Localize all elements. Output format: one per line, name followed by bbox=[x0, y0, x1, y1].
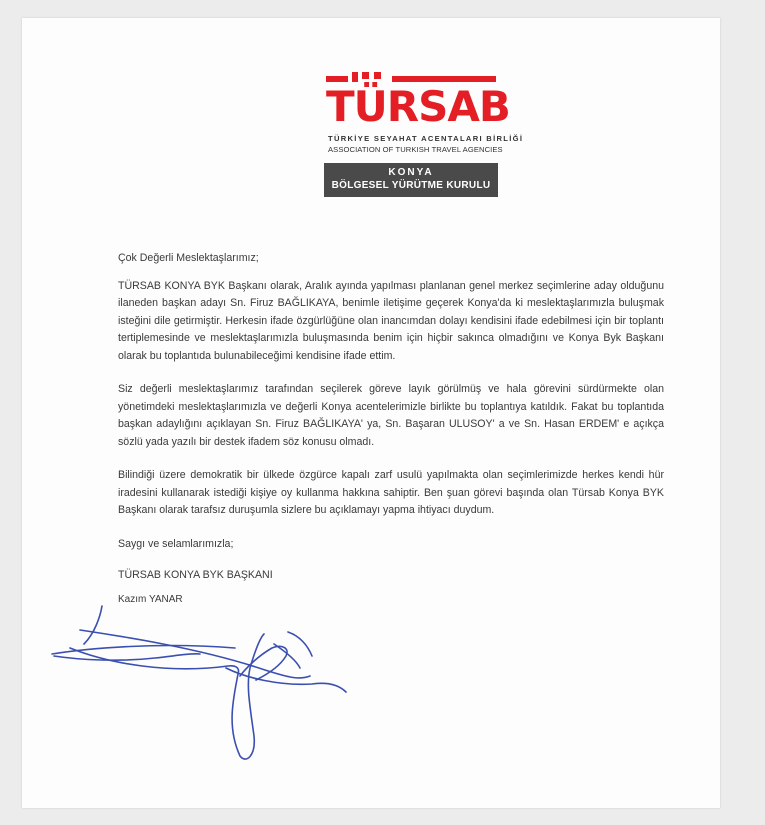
closing: Saygı ve selamlarımızla; bbox=[118, 537, 234, 550]
tursab-logo bbox=[322, 70, 524, 200]
paragraph-1: TÜRSAB KONYA BYK Başkanı olarak, Aralık ayında yapılması planlanan genel merkez seçimlerine aday olduğunu ilaneden başkan adayı Sn. Firuz BAĞLIKAYA, benimle iletişime geçerek Konya'da ki meslektaşlarımızla buluşmak isteğini dile getirmiştir. Herkesin ifade özgürlüğüne olan inancımdan dolayı kendisini ifade edebilmesi için bir toplantı tertiplemesinde ve meslektaşlarımızla buluşmasında benim için hiçbir sakınca olmadığını ve Konya Byk Başkanı olarak bu toplantıda bulunabileceğimi kendisine ifade ettim. bbox=[118, 279, 664, 362]
logo-subtitle-en: ASSOCIATION OF TURKISH TRAVEL AGENCIES bbox=[328, 145, 503, 154]
regional-board-box bbox=[324, 163, 498, 197]
logo-wordmark: TÜRSAB bbox=[326, 82, 510, 131]
board-name: BÖLGESEL YÜRÜTME KURULU bbox=[331, 180, 491, 191]
signatory-title: TÜRSAB KONYA BYK BAŞKANI bbox=[118, 569, 273, 581]
salutation: Çok Değerli Meslektaşlarımız; bbox=[118, 252, 259, 264]
letter-page bbox=[22, 18, 720, 808]
signatory-name: Kazım YANAR bbox=[118, 593, 183, 605]
letter-body bbox=[118, 250, 664, 608]
logo-subtitle-tr: TÜRKİYE SEYAHAT ACENTALARI BİRLİĞİ bbox=[328, 134, 524, 143]
paragraph-3: Bilindiği üzere demokratik bir ülkede özgürce kapalı zarf usulü yapılmakta olan seçimlerimizde herkes kendi hür iradesini kullanarak istediği kişiye oy kullanma hakkına sahiptir. Ben şuan görevi başında olan Türsab Konya BYK Başkanı olarak tarafsız duruşumla sizlere bu açıklamayı yapma ihtiyacı duydum. bbox=[118, 469, 664, 516]
region-name: KONYA bbox=[388, 167, 434, 178]
handwritten-signature bbox=[50, 596, 350, 766]
paragraph-2: Siz değerli meslektaşlarımız tarafından seçilerek göreve layık görülmüş ve hala görevini sürdürmekte olan yönetimdeki meslektaşlarımızla ve değerli Konya acentelerimizle birlikte bu toplantıya katıldık. Fakat bu toplantıda başkan adaylığını açıklayan Sn. Firuz BAĞLIKAYA' ya, Sn. Başaran ULUSOY' a ve Sn. Hasan ERDEM' e açıkça sözlü yada yazılı bir destek ifadem söz konusu olmadı. bbox=[118, 383, 664, 448]
